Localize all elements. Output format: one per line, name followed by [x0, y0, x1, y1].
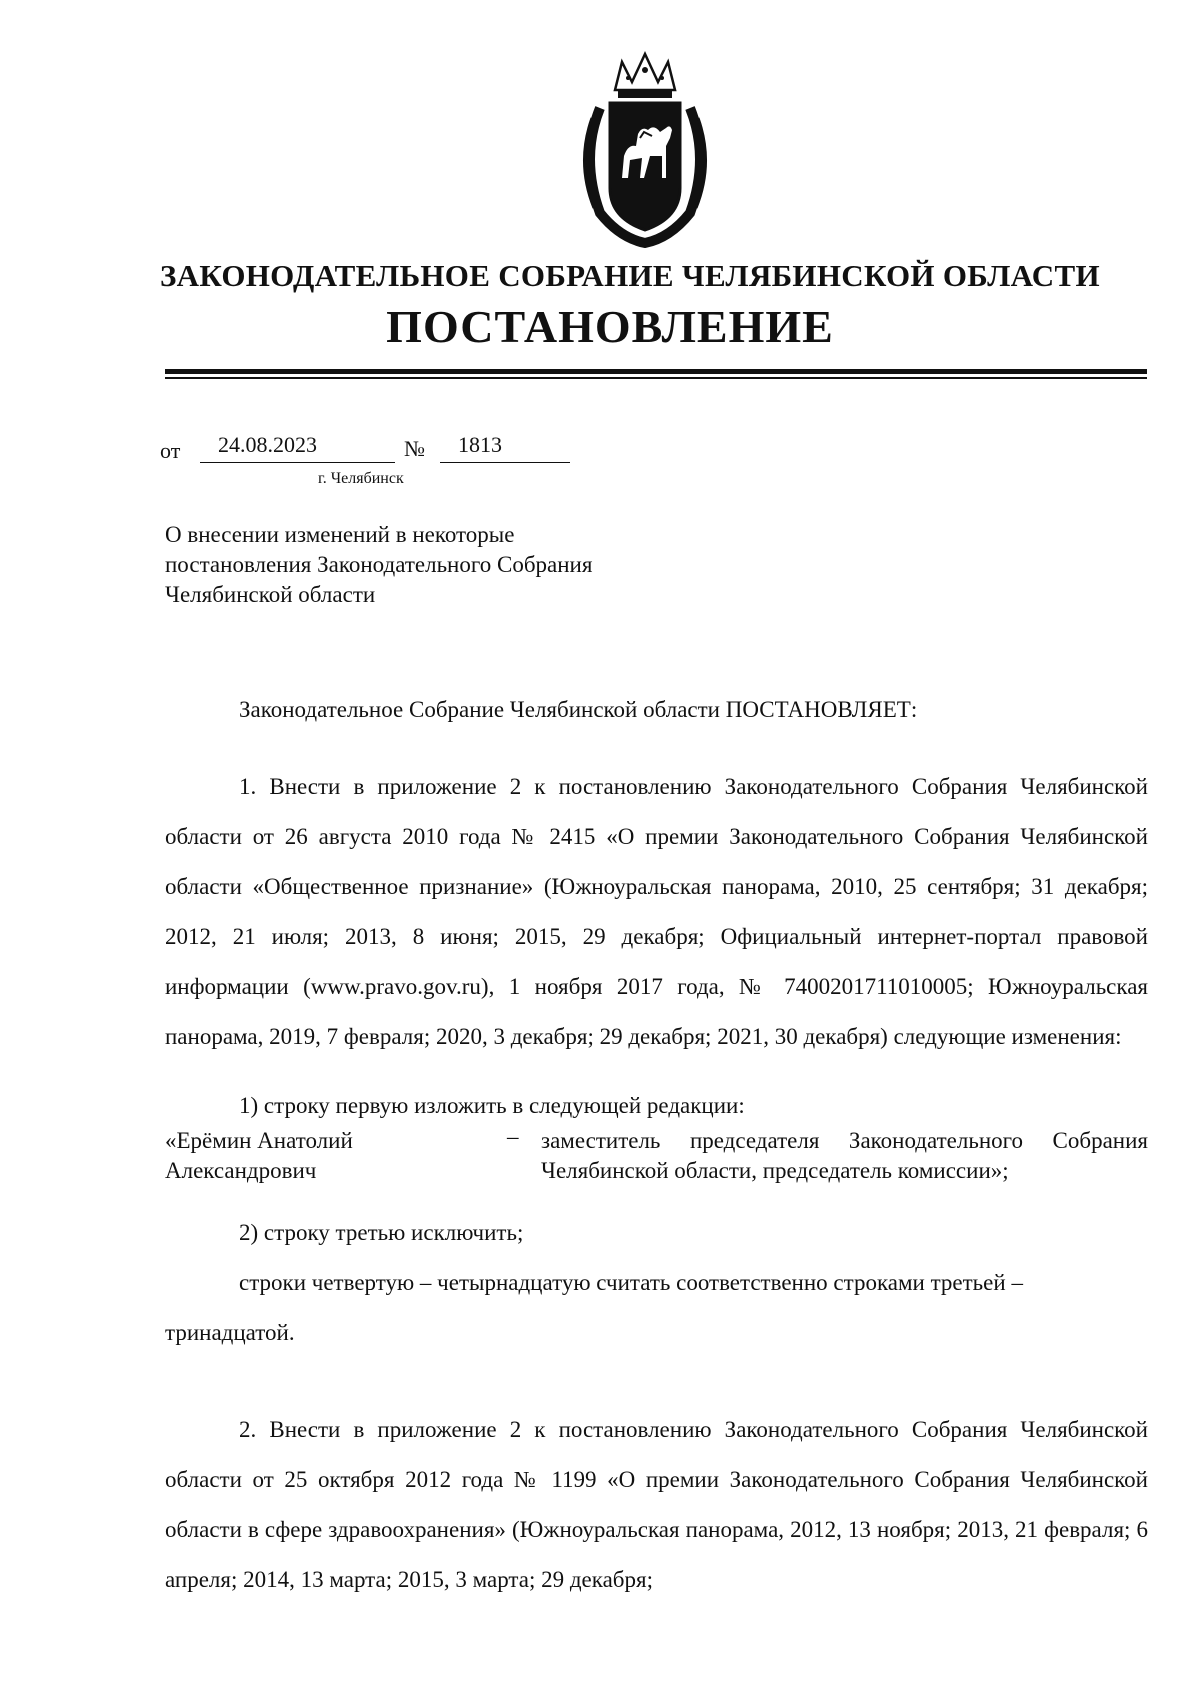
person-dash: – [507, 1124, 519, 1149]
document-type-title: ПОСТАНОВЛЕНИЕ [386, 301, 834, 352]
coat-of-arms-icon [570, 48, 720, 248]
resolution-lead: Законодательное Собрание Челябинской области ПОСТАНОВЛЯЕТ: [239, 697, 918, 722]
number-prefix: № [404, 436, 425, 461]
document-number: 1813 [458, 432, 502, 457]
date-underline [200, 462, 395, 463]
city-label: г. Челябинск [318, 470, 404, 487]
header-divider-thin [165, 377, 1147, 379]
item-2: 2) строку третью исключить; [239, 1220, 524, 1245]
document-subject: О внесении изменений в некоторые постановления Законодательного Собрания Челябинской области [165, 522, 593, 607]
paragraph-1: 1. Внести в приложение 2 к постановлению Законодательного Собрания Челябинской области от 26 августа 2010 года № 2415 «О премии Законодательного Собрания Челябинской области «Общественное признание» (Южноуральская панорама, 2010, 25 сентября; 31 декабря; 2012, 21 июля; 2013, 8 июня; 2015, 29 декабря; Официальный интернет-портал правовой информации (www.pravo.gov.ru), 1 ноября 2017 года, № 7400201711010005; Южноуральская панорама, 2019, 7 февраля; 2020, 3 декабря; 29 декабря; 2021, 30 декабря) следующие изменения: [165, 774, 1148, 1049]
person-name: «Ерёмин Анатолий Александрович [165, 1128, 353, 1183]
item-2-note-line-1: строки четвертую – четырнадцатую считать соответственно строками третьей – [239, 1270, 1023, 1295]
paragraph-2: 2. Внести в приложение 2 к постановлению Законодательного Собрания Челябинской области от 25 октября 2012 года № 1199 «О премии Законодательного Собрания Челябинской области в сфере здравоохранения» (Южноуральская панорама, 2012, 13 ноября; 2013, 21 февраля; 6 апреля; 2014, 13 марта; 2015, 3 марта; 29 декабря; [165, 1417, 1148, 1592]
organization-title: ЗАКОНОДАТЕЛЬНОЕ СОБРАНИЕ ЧЕЛЯБИНСКОЙ ОБЛАСТИ [160, 258, 1100, 293]
item-1: 1) строку первую изложить в следующей редакции: [239, 1093, 745, 1118]
person-role: заместитель председателя Законодательного Собрания Челябинской области, председатель комиссии»; [541, 1128, 1148, 1183]
header-divider-thick [165, 369, 1147, 374]
number-underline [440, 462, 570, 463]
date-prefix: от [160, 438, 181, 463]
item-2-note-line-2: тринадцатой. [165, 1320, 295, 1345]
document-date: 24.08.2023 [218, 432, 317, 457]
